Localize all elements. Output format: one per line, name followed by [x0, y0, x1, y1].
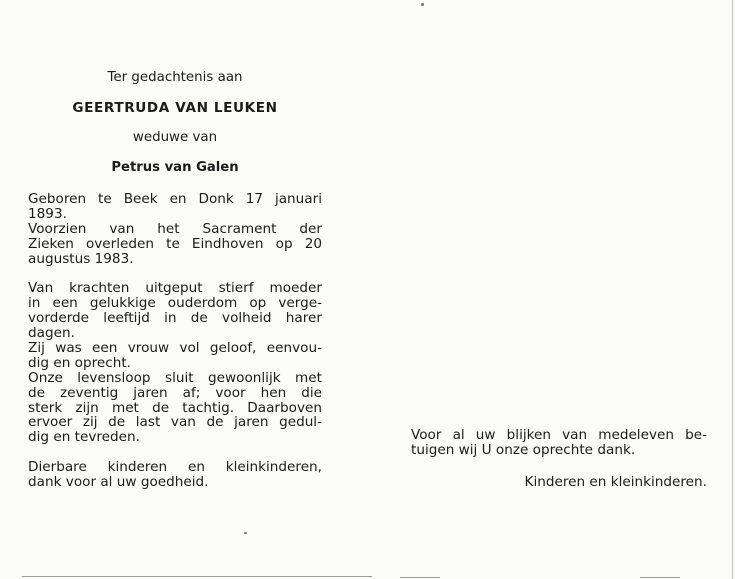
- bottom-edge-line: [22, 576, 372, 577]
- bottom-edge-line: [640, 577, 680, 578]
- tribute-paragraph: [28, 281, 322, 445]
- text-line: dig en tevreden.: [28, 429, 140, 446]
- text-line: dank voor al uw goedheid.: [28, 474, 209, 491]
- text-line: tuigen wij U onze oprechte dank.: [411, 442, 636, 459]
- text-line: Van krachten uitgeput stierf moeder: [28, 280, 322, 297]
- text-line: in een gelukkige ouderdom op verge-: [28, 295, 322, 312]
- memorial-intro: Ter gedachtenis aan: [107, 70, 243, 85]
- text-line: Zij was een vrouw vol geloof, eenvou-: [28, 340, 322, 357]
- text-line: Geboren te Beek en Donk 17 januari: [28, 191, 322, 207]
- relation-text: weduwe van: [132, 130, 218, 145]
- print-speck: [244, 532, 247, 534]
- text-line: 1893.: [28, 205, 67, 222]
- text-line: dagen.: [28, 325, 75, 342]
- text-line: Zieken overleden te Eindhoven op 20: [28, 235, 322, 252]
- gratitude-paragraph: [411, 428, 707, 459]
- text-line: augustus 1983.: [28, 250, 134, 267]
- children-thanks-paragraph: [28, 460, 322, 490]
- text-line: Dierbare kinderen en kleinkinderen,: [28, 459, 322, 476]
- husband-name: Petrus van Galen: [111, 160, 239, 175]
- bottom-edge-line: [400, 577, 440, 578]
- text-line: ervoer zij de last van de jaren gedul-: [28, 414, 322, 431]
- text-line: vorderde leeftijd in de volheid harer: [28, 310, 322, 327]
- text-line: Voor al uw blijken van medeleven be-: [411, 427, 707, 443]
- deceased-name: GEERTRUDA VAN LEUKEN: [72, 100, 278, 116]
- text-line: Onze levensloop sluit gewoonlijk met: [28, 369, 322, 386]
- text-line: dig en oprecht.: [28, 354, 131, 371]
- left-panel: [28, 70, 322, 490]
- print-speck: [421, 3, 424, 6]
- signature-line: Kinderen en kleinkinderen.: [524, 473, 707, 490]
- text-line: sterk zijn met de tachtig. Daarboven: [28, 399, 322, 416]
- text-line: de zeventig jaren af; voor hen die: [28, 384, 322, 401]
- text-line: Voorzien van het Sacrament der: [28, 220, 322, 237]
- right-panel: [411, 428, 707, 490]
- birth-death-paragraph: [28, 192, 322, 266]
- right-edge-line: [732, 0, 733, 579]
